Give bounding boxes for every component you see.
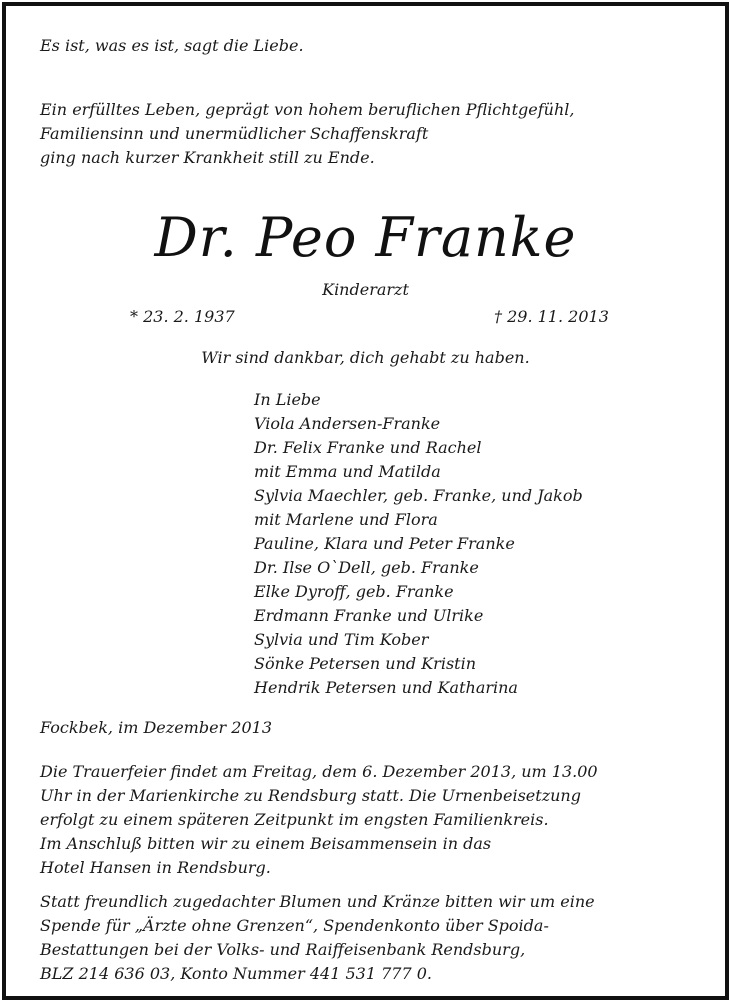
mourner-line: Pauline, Klara und Peter Franke <box>254 534 515 553</box>
mourner-line: Dr. Ilse O`Dell, geb. Franke <box>254 558 479 577</box>
mourner-line: Dr. Felix Franke und Rachel <box>254 438 482 457</box>
intro-text <box>40 98 574 170</box>
mourner-line: Viola Andersen-Franke <box>254 414 441 433</box>
donation-line: Bestattungen bei der Volks- und Raiffeisenbank Rendsburg, <box>40 940 526 959</box>
funeral-info <box>40 760 598 880</box>
funeral-line: Uhr in der Marienkirche zu Rendsburg statt. Die Urnenbeisetzung <box>40 786 581 805</box>
death-date: † 29. 11. 2013 <box>494 307 609 326</box>
funeral-line: Hotel Hansen in Rendsburg. <box>40 858 271 877</box>
profession: Kinderarzt <box>322 280 409 299</box>
birth-date: * 23. 2. 1937 <box>130 307 235 326</box>
motto: Es ist, was es ist, sagt die Liebe. <box>40 36 304 55</box>
funeral-line: Im Anschluß bitten wir zu einem Beisammensein in das <box>40 834 492 853</box>
funeral-line: Die Trauerfeier findet am Freitag, dem 6. Dezember 2013, um 13.00 <box>40 762 598 781</box>
deceased-name: Dr. Peo Franke <box>154 206 577 269</box>
mourner-line: Elke Dyroff, geb. Franke <box>254 582 454 601</box>
obituary-notice <box>2 2 729 1000</box>
mourner-line: Sönke Petersen und Kristin <box>254 654 476 673</box>
mourner-line: In Liebe <box>254 390 321 409</box>
mourner-line: Hendrik Petersen und Katharina <box>254 678 518 697</box>
mourner-line: Sylvia Maechler, geb. Franke, und Jakob <box>254 486 583 505</box>
donation-line: Spende für „Ärzte ohne Grenzen“, Spendenkonto über Spoida- <box>40 916 549 935</box>
gratitude-line: Wir sind dankbar, dich gehabt zu haben. <box>201 348 530 367</box>
donation-info <box>40 890 595 986</box>
mourners-list <box>254 388 583 700</box>
donation-line: Statt freundlich zugedachter Blumen und Kränze bitten wir um eine <box>40 892 595 911</box>
intro-line: ging nach kurzer Krankheit still zu Ende. <box>40 148 375 167</box>
mourner-line: mit Marlene und Flora <box>254 510 438 529</box>
intro-line: Familiensinn und unermüdlicher Schaffenskraft <box>40 124 429 143</box>
mourner-line: Erdmann Franke und Ulrike <box>254 606 484 625</box>
mourner-line: mit Emma und Matilda <box>254 462 441 481</box>
donation-line: BLZ 214 636 03, Konto Nummer 441 531 777 0. <box>40 964 432 983</box>
funeral-line: erfolgt zu einem späteren Zeitpunkt im engsten Familienkreis. <box>40 810 549 829</box>
intro-line: Ein erfülltes Leben, geprägt von hohem beruflichen Pflichtgefühl, <box>40 100 575 119</box>
mourner-line: Sylvia und Tim Kober <box>254 630 429 649</box>
place-date: Fockbek, im Dezember 2013 <box>40 718 272 737</box>
